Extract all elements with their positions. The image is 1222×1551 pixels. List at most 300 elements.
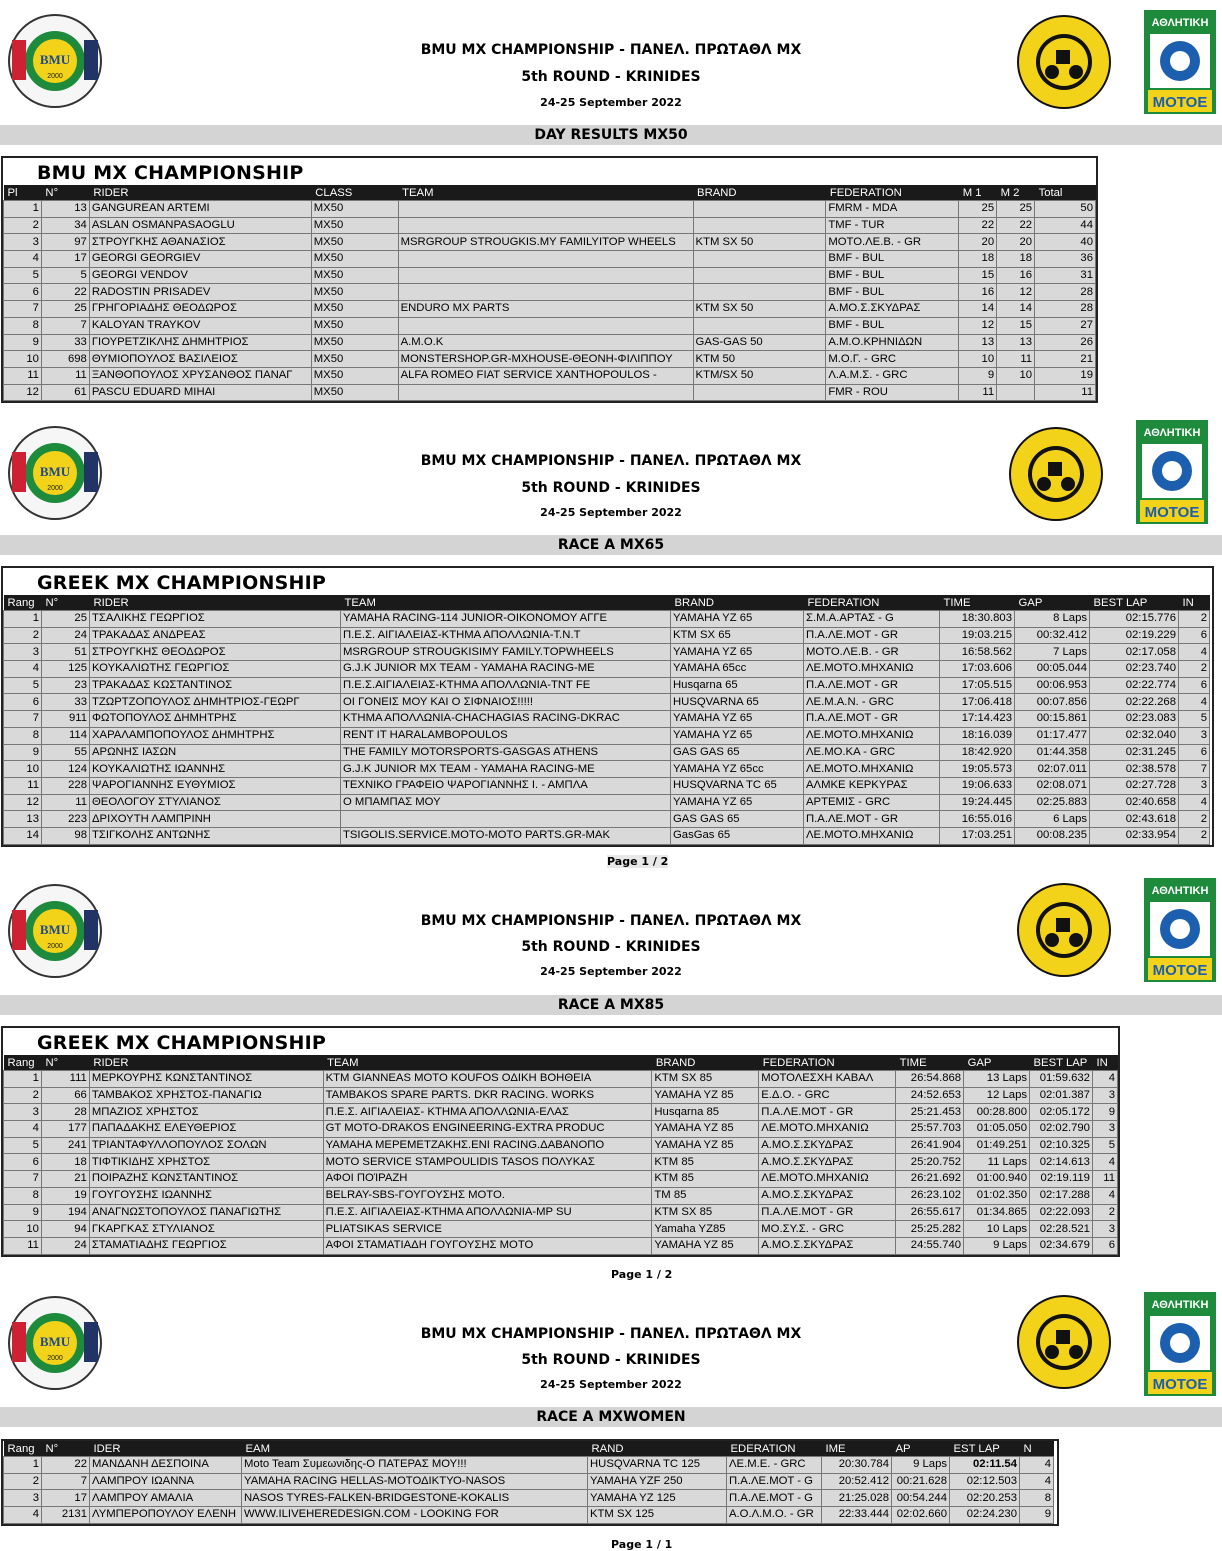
table-row (4, 384, 1096, 401)
cell-class: MX50 (311, 217, 398, 234)
cell-time: 25:20.752 (896, 1154, 964, 1171)
cell-federation (693, 317, 826, 334)
header-line3: 24-25 September 2022 (540, 1378, 682, 1391)
cell-brand: HUSQVARNA TC 65 (671, 777, 804, 794)
column-header: IDER (90, 1441, 242, 1457)
cell-in: 31 (1035, 267, 1096, 284)
cell-time: 17:05.515 (940, 677, 1015, 694)
table-row (4, 317, 1096, 334)
cell-gap: 00:06.953 (1015, 677, 1090, 694)
column-header: AP (892, 1441, 950, 1457)
results-table (3, 185, 1096, 401)
cell-time: 17:03.606 (940, 661, 1015, 678)
cell-brand: YAMAHA YZ 65cc (671, 761, 804, 778)
cell-number: 34 (41, 217, 89, 234)
cell-class: MX50 (311, 234, 398, 251)
cell-number: 18 (41, 1154, 89, 1171)
cell-brand: GasGas 65 (671, 827, 804, 844)
column-header: N° (42, 1441, 90, 1457)
cell-number: 698 (41, 351, 89, 368)
cell-rank: 6 (4, 1154, 42, 1171)
cell-time: 26:55.617 (896, 1204, 964, 1221)
cell-time: 26:41.904 (896, 1137, 964, 1154)
cell-best-lap: 02:20.253 (950, 1490, 1020, 1507)
cell-rider: ΤΙΦΤΙΚΙΔΗΣ ΧΡΗΣΤΟΣ (89, 1154, 323, 1171)
cell-in: 5 (1179, 711, 1210, 728)
section-mxwomen (0, 1286, 1222, 1551)
cell-class: MX50 (311, 384, 398, 401)
table-row (4, 627, 1210, 644)
moto-club-logo (1016, 14, 1112, 110)
cell-rider: ΣΤΡΟΥΓΚΗΣ ΘΕΟΔΩΡΟΣ (90, 644, 341, 661)
table-row (4, 711, 1210, 728)
cell-number: 25 (41, 301, 89, 318)
moto-club-logo (1008, 426, 1104, 522)
cell-in: 3 (1092, 1221, 1117, 1238)
cell-rank: 3 (4, 1490, 42, 1507)
cell-federation: Π.Α.ΛΕ.ΜΟΤ - G (727, 1473, 822, 1490)
cell-rider: ΣΤΑΜΑΤΙΑΔΗΣ ΓΕΩΡΓΙΟΣ (89, 1237, 323, 1254)
cell-brand: KTM SX 65 (671, 627, 804, 644)
table-row (4, 1473, 1054, 1490)
cell-rank: 11 (4, 777, 42, 794)
svg-text:ΜΟΤΟΕ: ΜΟΤΟΕ (1144, 504, 1200, 521)
cell-brand: MSRGROUP STROUGKIS.MY FAMILYITOP WHEELS (398, 234, 693, 251)
cell-rider: ΑΝΑΓΝΩΣΤΟΠΟΥΛΟΣ ΠΑΝΑΓΙΩΤΗΣ (89, 1204, 323, 1221)
cell-federation: ΜΟ.ΣΥ.Σ. - GRC (759, 1221, 896, 1238)
cell-best-lap: 02:33.954 (1090, 827, 1179, 844)
cell-team-or-class: Π.Ε.Σ.ΑΙΓΙΑΛΕΙΑΣ-ΚΤΗΜΑ ΑΠΟΛΛΩΝΙΑ-TNT FE (341, 677, 671, 694)
cell-number: 241 (41, 1137, 89, 1154)
section-mx65 (0, 412, 1222, 874)
cell-team-or-class: BELRAY-SBS-ΓΟΥΓΟΥΣΗΣ MOTO. (323, 1187, 652, 1204)
svg-text:2000: 2000 (47, 73, 63, 80)
cell-team-or-class: KTM GIANNEAS MOTO KOUFOS ΟΔΙΚΗ ΒΟΗΘΕΙΑ (323, 1071, 652, 1088)
cell-rank: 6 (4, 284, 42, 301)
column-header: M 2 (997, 185, 1035, 201)
cell-time: 16:58.562 (940, 644, 1015, 661)
cell-gap: 13 Laps (964, 1071, 1030, 1088)
cell-best-lap: 02:32.040 (1090, 727, 1179, 744)
cell-brand: GAS GAS 65 (671, 744, 804, 761)
cell-number: 17 (41, 251, 89, 268)
cell-team-or-class: THE FAMILY MOTORSPORTS-GASGAS ATHENS (341, 744, 671, 761)
cell-gap: 18 (959, 251, 997, 268)
cell-brand: ENDURO MX PARTS (398, 301, 693, 318)
cell-team-or-class: ΑΦΟΙ ΣΤΑΜΑΤΙΑΔΗ ΓΟΥΓΟΥΣΗΣ ΜΟΤΟ (323, 1237, 652, 1254)
column-header: EDERATION (727, 1441, 822, 1457)
cell-federation: Π.Α.ΛΕ.ΜΟΤ - GR (759, 1104, 896, 1121)
table-row (4, 794, 1210, 811)
cell-brand: YAMAHA YZ 85 (652, 1087, 759, 1104)
table-header-row (4, 1055, 1118, 1071)
cell-in: 6 (1179, 677, 1210, 694)
cell-in: 2 (1179, 811, 1210, 828)
section-mx85 (0, 874, 1222, 1286)
table-row (4, 201, 1096, 218)
cell-best-lap: 02:22.774 (1090, 677, 1179, 694)
cell-rank: 8 (4, 317, 42, 334)
cell-best-lap: 02:22.268 (1090, 694, 1179, 711)
cell-gap: 00:21.628 (892, 1473, 950, 1490)
column-header: Total (1035, 185, 1096, 201)
cell-federation (693, 201, 826, 218)
cell-best-lap: 02:22.093 (1030, 1204, 1093, 1221)
cell-team-or-class (341, 811, 671, 828)
cell-brand: YAMAHA YZF 250 (588, 1473, 727, 1490)
table-row (4, 284, 1096, 301)
svg-text:ΑΘΛΗΤΙΚΗ: ΑΘΛΗΤΙΚΗ (1143, 427, 1201, 439)
cell-time: 16:55.016 (940, 811, 1015, 828)
cell-rider: PASCU EDUARD MIHAI (89, 384, 311, 401)
cell-best-lap: 02:43.618 (1090, 811, 1179, 828)
cell-in: 4 (1179, 694, 1210, 711)
cell-time: BMF - BUL (826, 317, 959, 334)
cell-gap: 00:08.235 (1015, 827, 1090, 844)
column-header: TEAM (398, 185, 693, 201)
cell-in: 3 (1179, 777, 1210, 794)
cell-team-or-class: ΚΤΗΜΑ ΑΠΟΛΛΩΝΙΑ-CHACHAGIAS RACING-DKRAC (341, 711, 671, 728)
svg-text:ΑΘΛΗΤΙΚΗ: ΑΘΛΗΤΙΚΗ (1151, 17, 1209, 29)
cell-best-lap: 02:01.387 (1030, 1087, 1093, 1104)
cell-time: 26:21.692 (896, 1171, 964, 1188)
cell-rider: ΤΑΜΒΑΚΟΣ ΧΡΗΣΤΟΣ-ΠΑΝΑΓΙΩ (89, 1087, 323, 1104)
cell-time: 24:55.740 (896, 1237, 964, 1254)
cell-brand (398, 284, 693, 301)
header-line3: 24-25 September 2022 (540, 96, 682, 109)
cell-rider: ΓΚΑΡΓΚΑΣ ΣΤΥΛΙΑΝΟΣ (89, 1221, 323, 1238)
cell-rank: 4 (4, 1121, 42, 1138)
cell-brand: KTM SX 85 (652, 1071, 759, 1088)
cell-best-lap: 02:24.230 (950, 1507, 1020, 1524)
cell-class: MX50 (311, 284, 398, 301)
column-header: BRAND (671, 595, 804, 611)
cell-federation: ΜΟΤΟΛΕΣΧΗ ΚΑΒΑΛ (759, 1071, 896, 1088)
cell-federation: Π.Α.ΛΕ.ΜΟΤ - GR (759, 1204, 896, 1221)
cell-number: 24 (42, 627, 90, 644)
cell-team-or-class: ΟΙ ΓΟΝΕΙΣ ΜΟΥ ΚΑΙ Ο ΣΙΦΝΑΙΟΣ!!!!! (341, 694, 671, 711)
cell-federation (693, 217, 826, 234)
table-row (4, 1137, 1118, 1154)
cell-in: 3 (1092, 1121, 1117, 1138)
cell-best-lap: 25 (997, 201, 1035, 218)
cell-in: 2 (1179, 611, 1210, 628)
column-header: TEAM (323, 1055, 652, 1071)
cell-federation (693, 384, 826, 401)
cell-brand (398, 317, 693, 334)
cell-time: 17:14.423 (940, 711, 1015, 728)
cell-time: 20:52.412 (822, 1473, 892, 1490)
cell-number: 911 (42, 711, 90, 728)
cell-brand: HUSQVARNA 65 (671, 694, 804, 711)
cell-time: 18:42.920 (940, 744, 1015, 761)
cell-gap: 11 Laps (964, 1154, 1030, 1171)
table-row (4, 827, 1210, 844)
cell-rider: ΘΥΜΙΟΠΟΥΛΟΣ ΒΑΣΙΛΕΙΟΣ (89, 351, 311, 368)
cell-brand: MONSTERSHOP.GR-MXHOUSE-ΘΕΟΝΗ-ΦΙΛΙΠΠΟΥ (398, 351, 693, 368)
svg-text:BMU: BMU (39, 1334, 71, 1349)
cell-federation: Α.ΜΟ.Σ.ΣΚΥΔΡΑΣ (759, 1154, 896, 1171)
cell-number: 51 (42, 644, 90, 661)
cell-time: 19:06.633 (940, 777, 1015, 794)
cell-best-lap: 02:19.119 (1030, 1171, 1093, 1188)
cell-federation: ΛΕ.ΜΟΤΟ.ΜΗΧΑΝΙΩ (804, 661, 940, 678)
column-header: IN (1092, 1055, 1117, 1071)
page-number: Page 1 / 2 (607, 855, 669, 868)
cell-team-or-class: PLIATSIKAS SERVICE (323, 1221, 652, 1238)
column-header: RAND (588, 1441, 727, 1457)
column-header: EAM (242, 1441, 588, 1457)
cell-brand: YAMAHA YZ 65 (671, 644, 804, 661)
cell-class: MX50 (311, 267, 398, 284)
cell-number: 125 (42, 661, 90, 678)
cell-rider: RADOSTIN PRISADEV (89, 284, 311, 301)
column-header: BRAND (693, 185, 826, 201)
cell-best-lap (997, 384, 1035, 401)
svg-text:ΑΘΛΗΤΙΚΗ: ΑΘΛΗΤΙΚΗ (1151, 1299, 1209, 1311)
cell-team-or-class: G.J.K JUNIOR MX TEAM - YAMAHA RACING-ME (341, 761, 671, 778)
cell-number: 23 (42, 677, 90, 694)
table-row (4, 1221, 1118, 1238)
cell-in: 6 (1179, 744, 1210, 761)
cell-number: 94 (41, 1221, 89, 1238)
column-header: RIDER (89, 1055, 323, 1071)
column-header: Rang (4, 595, 42, 611)
cell-rank: 8 (4, 727, 42, 744)
cell-time: 19:03.215 (940, 627, 1015, 644)
column-header: TIME (896, 1055, 964, 1071)
cell-in: 7 (1179, 761, 1210, 778)
cell-federation: Π.Α.ΛΕ.ΜΟΤ - G (727, 1490, 822, 1507)
cell-federation: KTM 50 (693, 351, 826, 368)
cell-rank: 13 (4, 811, 42, 828)
cell-number: 7 (41, 317, 89, 334)
cell-federation (693, 267, 826, 284)
cell-gap: 22 (959, 217, 997, 234)
cell-best-lap: 22 (997, 217, 1035, 234)
cell-federation: ΛΕ.ΜΟΤΟ.ΜΗΧΑΝΙΩ (759, 1171, 896, 1188)
cell-number: 228 (42, 777, 90, 794)
cell-in: 4 (1092, 1187, 1117, 1204)
table-row (4, 777, 1210, 794)
moto-club-logo (1016, 1294, 1112, 1390)
cell-brand (398, 384, 693, 401)
cell-gap: 00:07.856 (1015, 694, 1090, 711)
cell-class: MX50 (311, 317, 398, 334)
cell-number: 98 (42, 827, 90, 844)
cell-rank: 12 (4, 794, 42, 811)
column-header: FEDERATION (826, 185, 959, 201)
cell-time: Λ.Α.Μ.Σ. - GRC (826, 367, 959, 384)
table-row (4, 1154, 1118, 1171)
cell-time: BMF - BUL (826, 251, 959, 268)
cell-in: 26 (1035, 334, 1096, 351)
cell-rider: ΨΑΡΟΓΙΑΝΝΗΣ ΕΥΘΥΜΙΟΣ (90, 777, 341, 794)
cell-rider: ΤΡΙΑΝΤΑΦΥΛΛΟΠΟΥΛΟΣ ΣΟΛΩΝ (89, 1137, 323, 1154)
cell-gap: 9 Laps (964, 1237, 1030, 1254)
cell-best-lap: 02:10.325 (1030, 1137, 1093, 1154)
cell-brand: YAMAHA 65cc (671, 661, 804, 678)
cell-class: MX50 (311, 334, 398, 351)
cell-brand: YAMAHA YZ 65 (671, 794, 804, 811)
athletic-moto-logo (1144, 878, 1216, 982)
page-number: Page 1 / 2 (611, 1268, 673, 1281)
cell-rider: ΤΡΑΚΑΔΑΣ ΚΩΣΤΑΝΤΙΝΟΣ (90, 677, 341, 694)
cell-rank: 3 (4, 234, 42, 251)
cell-gap: 01:44.358 (1015, 744, 1090, 761)
cell-rider: ΔΡΙΧΟΥΤΗ ΛΑΜΠΡΙΝΗ (90, 811, 341, 828)
cell-time: 24:52.653 (896, 1087, 964, 1104)
table-row (4, 661, 1210, 678)
table-row (4, 1171, 1118, 1188)
cell-best-lap: 02:23.740 (1090, 661, 1179, 678)
cell-rider: ΞΑΝΘΟΠΟΥΛΟΣ ΧΡΥΣΑΝΘΟΣ ΠΑΝΑΓ (89, 367, 311, 384)
cell-rank: 1 (4, 1071, 42, 1088)
cell-rank: 2 (4, 1473, 42, 1490)
cell-gap: 00:05.044 (1015, 661, 1090, 678)
header-line1: BMU MX CHAMPIONSHIP - ΠΑΝΕΛ. ΠΡΩΤΑΘΛ MX (420, 913, 802, 929)
cell-time: 19:05.573 (940, 761, 1015, 778)
table-header-row (4, 185, 1096, 201)
column-header: GAP (964, 1055, 1030, 1071)
cell-rank: 2 (4, 1087, 42, 1104)
athletic-moto-logo (1136, 420, 1208, 524)
column-header: Rang (4, 1055, 42, 1071)
column-header: IME (822, 1441, 892, 1457)
column-header: EST LAP (950, 1441, 1020, 1457)
table-title: BMU MX CHAMPIONSHIP (37, 162, 304, 184)
cell-rider: ΠΑΠΑΔΑΚΗΣ ΕΛΕΥΘΕΡΙΟΣ (89, 1121, 323, 1138)
table-row (4, 611, 1210, 628)
cell-rider: ΤΡΑΚΑΔΑΣ ΑΝΔΡΕΑΣ (90, 627, 341, 644)
cell-federation: Α.Ο.Λ.Μ.Ο. - GR (727, 1507, 822, 1524)
cell-rider: ΓΟΥΓΟΥΣΗΣ ΙΩΑΝΝΗΣ (89, 1187, 323, 1204)
cell-federation: ΛΕ.Μ.Α.Ν. - GRC (804, 694, 940, 711)
cell-gap: 13 (959, 334, 997, 351)
cell-best-lap: 12 (997, 284, 1035, 301)
column-header: N° (42, 595, 90, 611)
header-line2: 5th ROUND - KRINIDES (521, 1352, 701, 1368)
cell-best-lap: 02:28.521 (1030, 1221, 1093, 1238)
cell-federation (693, 284, 826, 301)
cell-in: 2 (1179, 827, 1210, 844)
cell-team-or-class: YAMAHA ΜΕΡΕΜΕΤΖΑΚΗΣ.ENI RACING.ΔΑΒΑΝΟΠΟ (323, 1137, 652, 1154)
cell-in: 19 (1035, 367, 1096, 384)
cell-brand (398, 217, 693, 234)
cell-team-or-class: GT MOTO-DRAKOS ENGINEERING-EXTRA PRODUC (323, 1121, 652, 1138)
cell-best-lap: 02:23.083 (1090, 711, 1179, 728)
table-row (4, 267, 1096, 284)
cell-best-lap: 02:02.790 (1030, 1121, 1093, 1138)
cell-gap: 01:49.251 (964, 1137, 1030, 1154)
results-table (3, 1441, 1054, 1524)
cell-best-lap: 02:34.679 (1030, 1237, 1093, 1254)
header-line3: 24-25 September 2022 (540, 506, 682, 519)
cell-gap: 20 (959, 234, 997, 251)
page-number: Page 1 / 1 (611, 1538, 673, 1551)
cell-gap: 9 (959, 367, 997, 384)
cell-rider: GEORGI VENDOV (89, 267, 311, 284)
table-row (4, 744, 1210, 761)
cell-rank: 5 (4, 267, 42, 284)
moto-club-logo (1016, 882, 1112, 978)
cell-number: 66 (41, 1087, 89, 1104)
table-row (4, 301, 1096, 318)
cell-team-or-class: NASOS TYRES-FALKEN-BRIDGESTONE-KOKALIS (242, 1490, 588, 1507)
cell-federation: ΑΛΜΚΕ ΚΕΡΚΥΡΑΣ (804, 777, 940, 794)
cell-number: 28 (41, 1104, 89, 1121)
cell-brand: YAMAHA YZ 65 (671, 711, 804, 728)
cell-rider: ΤΖΩΡΤΖΟΠΟΥΛΟΣ ΔΗΜΗΤΡΙΟΣ-ΓΕΩΡΓ (90, 694, 341, 711)
cell-rider: ΜΑΝΔΑΝΗ ΔΕΣΠΟΙΝΑ (90, 1457, 242, 1474)
cell-brand (398, 251, 693, 268)
cell-time: ΜΟΤΟ.ΛΕ.Β. - GR (826, 234, 959, 251)
cell-time: BMF - BUL (826, 284, 959, 301)
cell-number: 194 (41, 1204, 89, 1221)
cell-gap: 00:28.800 (964, 1104, 1030, 1121)
cell-federation: KTM SX 50 (693, 301, 826, 318)
table-row (4, 334, 1096, 351)
cell-federation: ΛΕ.Μ.Ε. - GRC (727, 1457, 822, 1474)
cell-rider: ΤΣΑΛΙΚΗΣ ΓΕΩΡΓΙΟΣ (90, 611, 341, 628)
cell-brand: Α.Μ.Ο.Κ (398, 334, 693, 351)
cell-gap: 00:54.244 (892, 1490, 950, 1507)
cell-best-lap: 02:12.503 (950, 1473, 1020, 1490)
section-mx50 (0, 0, 1222, 412)
cell-in: 9 (1020, 1507, 1054, 1524)
cell-in: 3 (1092, 1087, 1117, 1104)
cell-rider: GEORGI GEORGIEV (89, 251, 311, 268)
table-row (4, 694, 1210, 711)
results-table-box (1, 1439, 1059, 1526)
cell-in: 3 (1179, 727, 1210, 744)
cell-team-or-class: MOTO SERVICE STAMPOULIDIS TASOS ΠΟΛΥΚΑΣ (323, 1154, 652, 1171)
cell-team-or-class: Ο ΜΠΑΜΠΑΣ ΜΟΥ (341, 794, 671, 811)
cell-rank: 9 (4, 1204, 42, 1221)
cell-rider: ΜΕΡΚΟΥΡΗΣ ΚΩΝΣΤΑΝΤΙΝΟΣ (89, 1071, 323, 1088)
cell-federation: Π.Α.ΛΕ.ΜΟΤ - GR (804, 627, 940, 644)
cell-team-or-class: MSRGROUP STROUGKISIMY FAMILY.TOPWHEELS (341, 644, 671, 661)
column-header: RIDER (89, 185, 311, 201)
cell-number: 61 (41, 384, 89, 401)
cell-gap: 10 Laps (964, 1221, 1030, 1238)
athletic-moto-logo (1144, 1292, 1216, 1396)
cell-time: TMF - TUR (826, 217, 959, 234)
column-header: FEDERATION (804, 595, 940, 611)
cell-brand: KTM 85 (652, 1171, 759, 1188)
cell-brand: KTM 85 (652, 1154, 759, 1171)
cell-gap: 16 (959, 284, 997, 301)
section-band: RACE A MX85 (0, 995, 1222, 1015)
cell-in: 40 (1035, 234, 1096, 251)
column-header: FEDERATION (759, 1055, 896, 1071)
cell-rank: 10 (4, 1221, 42, 1238)
table-row (4, 351, 1096, 368)
table-row (4, 644, 1210, 661)
cell-best-lap: 02:19.229 (1090, 627, 1179, 644)
cell-in: 4 (1020, 1473, 1054, 1490)
cell-rider: ΑΡΩΝΗΣ ΙΑΣΩΝ (90, 744, 341, 761)
cell-federation: ΛΕ.ΜΟΤΟ.ΜΗΧΑΝΙΩ (804, 827, 940, 844)
table-row (4, 677, 1210, 694)
cell-rank: 14 (4, 827, 42, 844)
header-line2: 5th ROUND - KRINIDES (521, 480, 701, 496)
cell-number: 177 (41, 1121, 89, 1138)
cell-time: BMF - BUL (826, 267, 959, 284)
cell-rider: ΛΑΜΠΡΟΥ ΑΜΑΛΙΑ (90, 1490, 242, 1507)
cell-best-lap: 10 (997, 367, 1035, 384)
cell-in: 11 (1092, 1171, 1117, 1188)
